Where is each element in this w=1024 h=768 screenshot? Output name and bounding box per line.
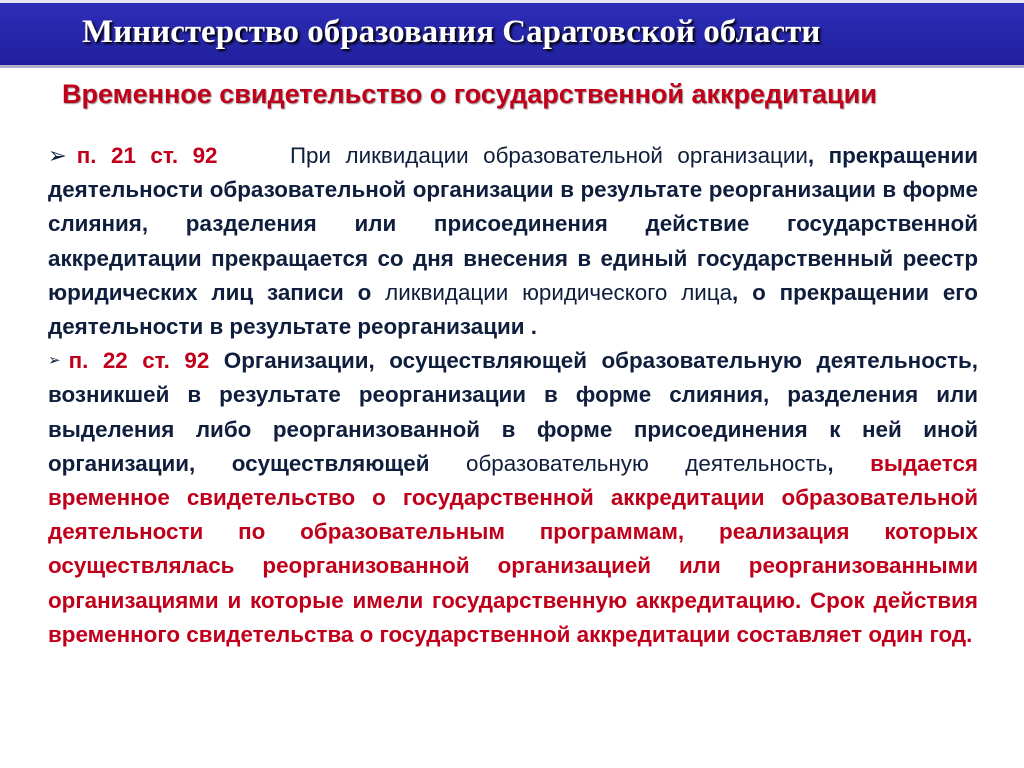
point-22-reference: п. 22 ст. 92 bbox=[68, 348, 210, 374]
point-22-text-bold: Организации, осуществляющей образовательную деятельность, возникшей в результате реорганизации в форме слияния, разделения или выделения либо реорганизованной в форме присоединения к ней иной организации, осуществляющей bbox=[48, 348, 978, 476]
point-21-text-bold-2: , о прекращении его деятельности в результате реорганизации . bbox=[48, 279, 978, 340]
point-22-text-bold-2: , bbox=[827, 450, 834, 476]
point-22 bbox=[48, 344, 978, 652]
point-21-reference: п. 21 ст. 92 bbox=[76, 143, 218, 168]
slide-content bbox=[48, 139, 978, 652]
arrow-bullet-icon: ➢ bbox=[48, 143, 67, 168]
arrow-bullet-small-icon: ➢ bbox=[48, 352, 61, 370]
point-21-text-normal-2: ликвидации юридического лица bbox=[385, 279, 733, 305]
point-22-text-red: выдается временное свидетельство о государственной аккредитации образовательной деятельности по образовательным программам, реализация которых осуществлялась реорганизованной организацией или реорганизованными организациями и которые имели государственную аккредитацию. Срок действия временного свидетельства о государственной аккредитации составляет один год. bbox=[48, 450, 978, 647]
header-title: Министерство образования Саратовской области bbox=[82, 14, 821, 50]
slide-subtitle: Временное свидетельство о государственной аккредитации bbox=[62, 79, 877, 109]
point-22-text-normal: образовательную деятельность bbox=[466, 450, 828, 476]
point-21-text-normal: При ликвидации образовательной организации bbox=[289, 143, 808, 168]
point-21-text-bold: , прекращении деятельности образовательной организации в результате реорганизации в форме слияния, разделения или присоединения действие государственной аккредитации прекращается со дня внесения в единый государственный реестр юридических лиц записи о bbox=[48, 143, 978, 305]
point-21 bbox=[48, 139, 978, 344]
slide-header bbox=[0, 0, 1024, 68]
